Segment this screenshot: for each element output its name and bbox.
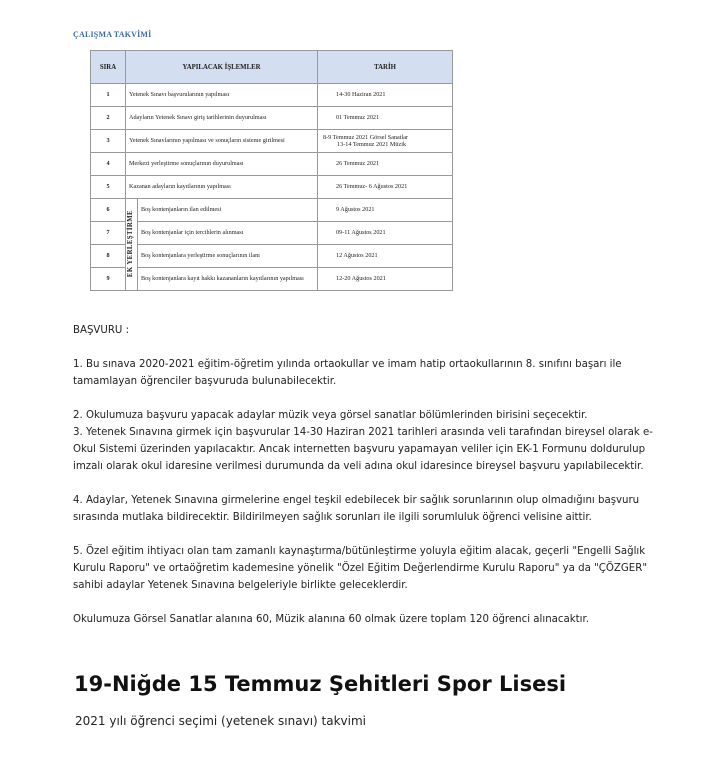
row-task: Kazanan adayların kayıtlarının yapılması [126,176,318,199]
table-row [91,84,453,107]
table-header-row [91,51,453,84]
row-number: 9 [91,268,126,291]
row-date: 01 Temmuz 2021 [318,107,453,130]
row-number: 8 [91,245,126,268]
row-task: Boş kontenjanlara kayıt hakkı kazananların kayıtlarının yapılması [138,268,318,291]
page-title: 19-Niğde 15 Temmuz Şehitleri Spor Lisesi [74,672,567,696]
row-date: 26 Temmuz 2021 [318,153,453,176]
row-number: 3 [91,130,126,153]
schedule-label: ÇALIŞMA TAKVİMİ [73,30,152,39]
row-date-line: 13-14 Temmuz 2021 Müzik [337,141,407,148]
row-number: 2 [91,107,126,130]
paragraph-quota: Okulumuza Görsel Sanatlar alanına 60, Müzik alanına 60 olmak üzere toplam 120 öğrenci alınacaktır. [73,614,589,625]
table-row [91,153,453,176]
row-date-line: 8-9 Temmuz 2021 Görsel Sanatlar [323,133,409,141]
schedule-table [90,50,453,291]
row-number: 7 [91,222,126,245]
basvuru-heading: BAŞVURU : [73,325,130,336]
ek-yerlestirme-text: EK YERLEŞTİRME [127,209,135,277]
row-task: Boş kontenjanlar için tercihlerin alınması [138,222,318,245]
table-row [91,176,453,199]
table-row [91,245,453,268]
row-task: Yetenek Sınavlarının yapılması ve sonuçların sisteme girilmesi [126,130,318,153]
row-date: 9 Ağustos 2021 [318,199,453,222]
row-task: Adayların Yetenek Sınavı giriş tarihlerinin duyurulması [126,107,318,130]
row-task: Boş kontenjanlara yerleştirme sonuçlarının ilanı [138,245,318,268]
row-date [318,130,453,153]
ek-yerlestirme-label [126,199,138,291]
row-date: 26 Temmuz- 6 Ağustos 2021 [318,176,453,199]
row-task: Merkezi yerleştirme sonuçlarının duyurulması [126,153,318,176]
row-date: 14-30 Haziran 2021 [318,84,453,107]
row-date: 09-11 Ağustos 2021 [318,222,453,245]
paragraph-2: 2. Okulumuza başvuru yapacak adaylar müzik veya görsel sanatlar bölümlerinden birisini seçecektir. [73,410,588,421]
paragraph-3: 3. Yetenek Sınavına girmek için başvurular 14-30 Haziran 2021 tarihleri arasında veli tarafından bireysel olarak e-Okul Sistemi üzerinden yapılacaktır. Ancak internetten başvuru yapamayan veliler için EK-1 Formunu doldurulup imzalı olarak okul idaresine verilmesi durumunda da veli adına okul idaresince bireysel başvuru yapılabilecektir. [73,427,653,472]
table-row [91,130,453,153]
application-section [73,322,668,628]
row-number: 1 [91,84,126,107]
header-islemler: YAPILACAK İŞLEMLER [126,51,318,84]
table-row [91,268,453,291]
row-number: 5 [91,176,126,199]
table-row [91,107,453,130]
paragraph-1: 1. Bu sınava 2020-2021 eğitim-öğretim yılında ortaokullar ve imam hatip ortaokullarının 8. sınıfını başarı ile tamamlayan öğrenciler başvuruda bulunabilecektir. [73,359,622,387]
table-row [91,199,453,222]
header-sira: SIRA [91,51,126,84]
paragraph-5: 5. Özel eğitim ihtiyacı olan tam zamanlı kaynaştırma/bütünleştirme yoluyla eğitim alacak, geçerli "Engelli Sağlık Kurulu Raporu" ve ortaöğretim kademesine yönelik "Özel Eğitim Değerlendirme Kurulu Raporu" ya da "ÇÖZGER" sahibi adaylar Yetenek Sınavına belgeleriyle birlikte geleceklerdir. [73,546,648,591]
table-row [91,222,453,245]
paragraph-4: 4. Adaylar, Yetenek Sınavına girmelerine engel teşkil edebilecek bir sağlık sorunlarının olup olmadığını başvuru sırasında mutlaka bildirecektir. Bildirilmeyen sağlık sorunları ile ilgili sorumluluk öğrenci velisine aittir. [73,495,640,523]
row-date: 12-20 Ağustos 2021 [318,268,453,291]
row-task: Boş kontenjanların ilan edilmesi [138,199,318,222]
row-number: 6 [91,199,126,222]
row-task: Yetenek Sınavı başvurularının yapılması [126,84,318,107]
header-tarih: TARİH [318,51,453,84]
row-date: 12 Ağustos 2021 [318,245,453,268]
row-number: 4 [91,153,126,176]
page-subtitle: 2021 yılı öğrenci seçimi (yetenek sınavı) takvimi [75,714,366,728]
